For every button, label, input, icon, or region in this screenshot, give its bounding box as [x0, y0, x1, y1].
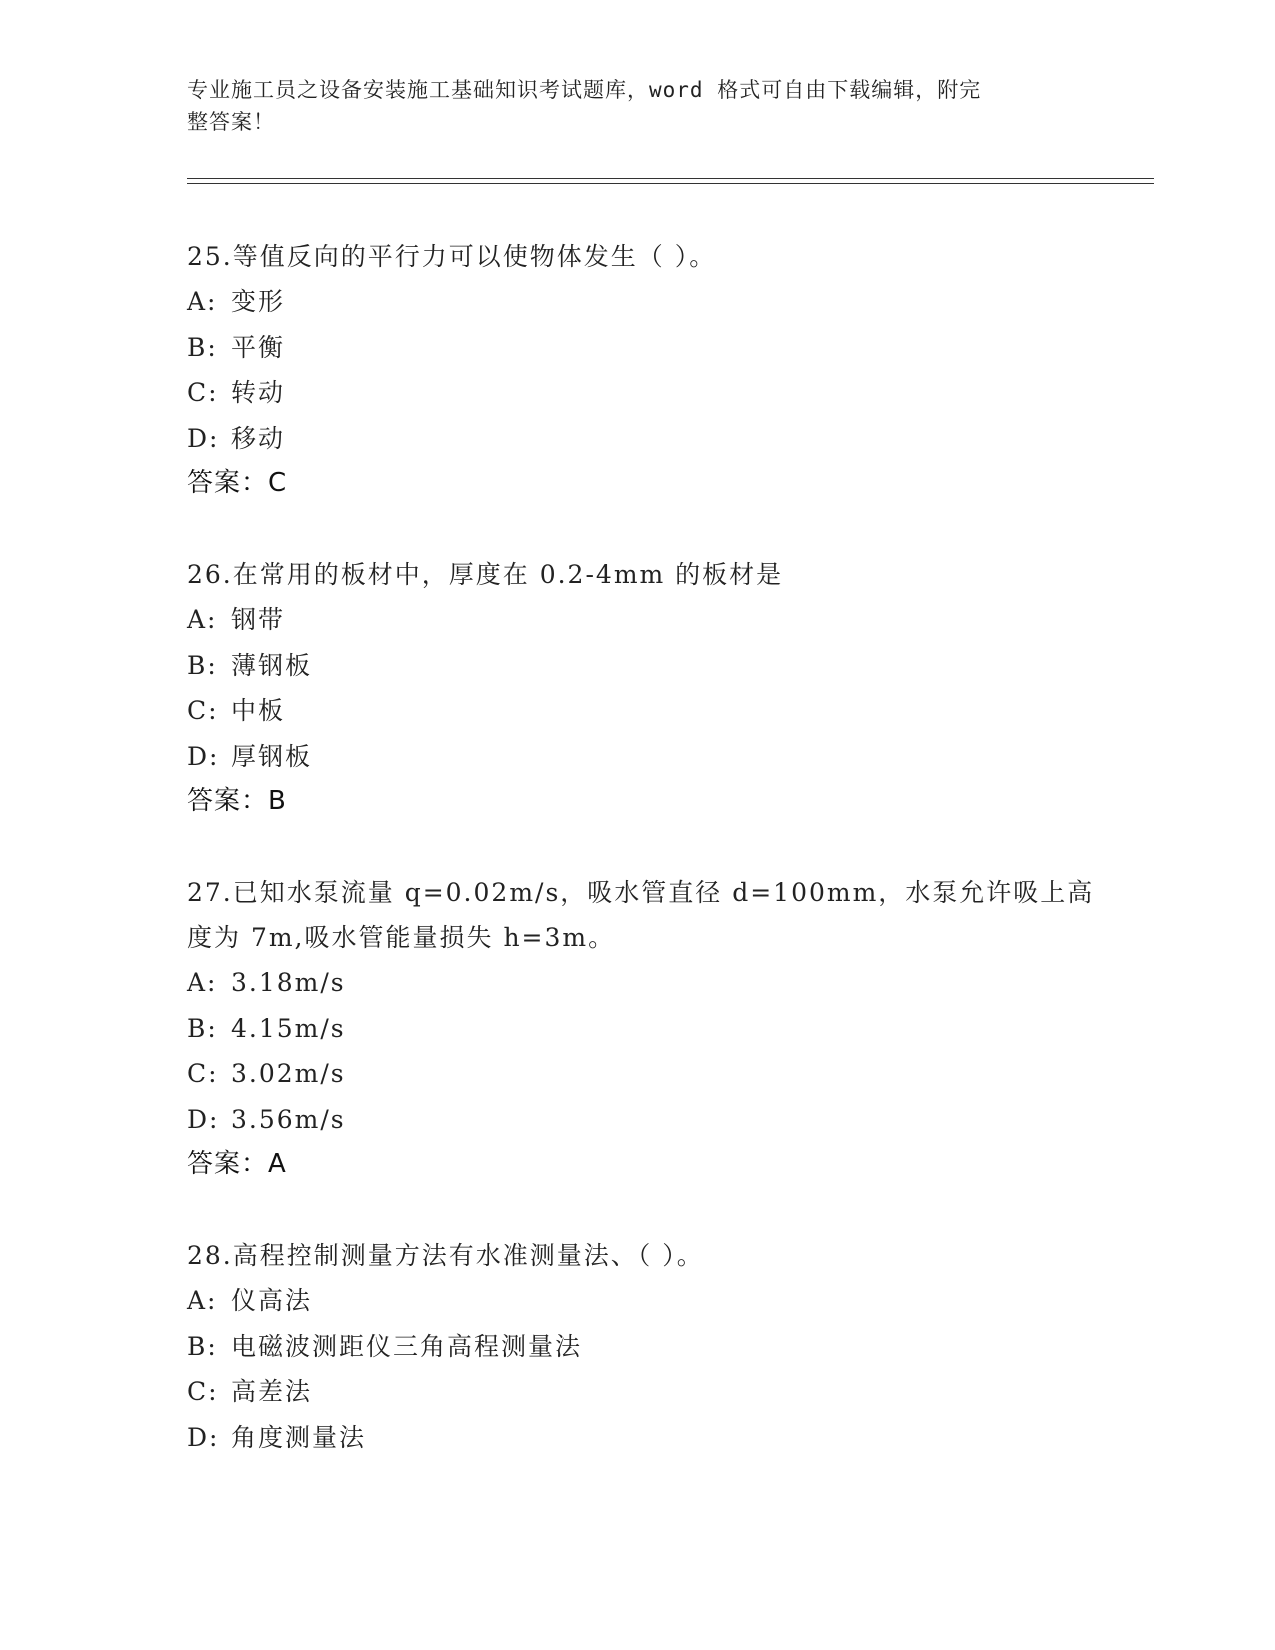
option-c: C: 中板 — [187, 696, 286, 725]
header-rule-top — [187, 178, 1154, 179]
option-b: B: 平衡 — [187, 332, 286, 362]
question-28 — [187, 1233, 1087, 1460]
option-a: A: 变形 — [187, 287, 286, 316]
option-b: B: 电磁波测距仪三角高程测量法 — [187, 1331, 583, 1361]
option-a: A: 3.18m/s — [187, 968, 346, 997]
option-a: A: 仪高法 — [187, 1286, 313, 1315]
option-d: D: 3.56m/s — [187, 1104, 346, 1134]
header-line-1: 专业施工员之设备安装施工基础知识考试题库，word 格式可自由下载编辑，附完 — [187, 78, 982, 102]
option-b: B: 4.15m/s — [187, 1013, 346, 1043]
header-line-2: 整答案！ — [187, 110, 275, 134]
option-b: B: 薄钢板 — [187, 650, 313, 680]
option-c: C: 高差法 — [187, 1377, 313, 1406]
question-25 — [187, 234, 1087, 506]
answer: 答案：A — [187, 1149, 287, 1179]
question-stem: 26.在常用的板材中，厚度在 0.2-4mm 的板材是 — [187, 560, 784, 589]
answer: 答案：C — [187, 468, 288, 498]
header-rule-bottom — [187, 183, 1154, 184]
answer: 答案：B — [187, 786, 287, 816]
option-d: D: 厚钢板 — [187, 741, 313, 771]
question-stem: 25.等值反向的平行力可以使物体发生（ ）。 — [187, 242, 717, 271]
question-stem-line-1: 27.已知水泵流量 q=0.02m/s，吸水管直径 d=100mm，水泵允许吸上高 — [187, 878, 1095, 907]
option-a: A: 钢带 — [187, 605, 286, 634]
question-27 — [187, 870, 1095, 1187]
question-stem: 28.高程控制测量方法有水准测量法、（ ）。 — [187, 1241, 704, 1270]
question-stem-line-2: 度为 7m,吸水管能量损失 h=3m。 — [187, 923, 616, 952]
option-c: C: 3.02m/s — [187, 1059, 346, 1088]
document-header — [187, 74, 1067, 138]
question-26 — [187, 552, 1087, 824]
option-c: C: 转动 — [187, 378, 286, 407]
option-d: D: 移动 — [187, 423, 286, 453]
option-d: D: 角度测量法 — [187, 1422, 367, 1452]
